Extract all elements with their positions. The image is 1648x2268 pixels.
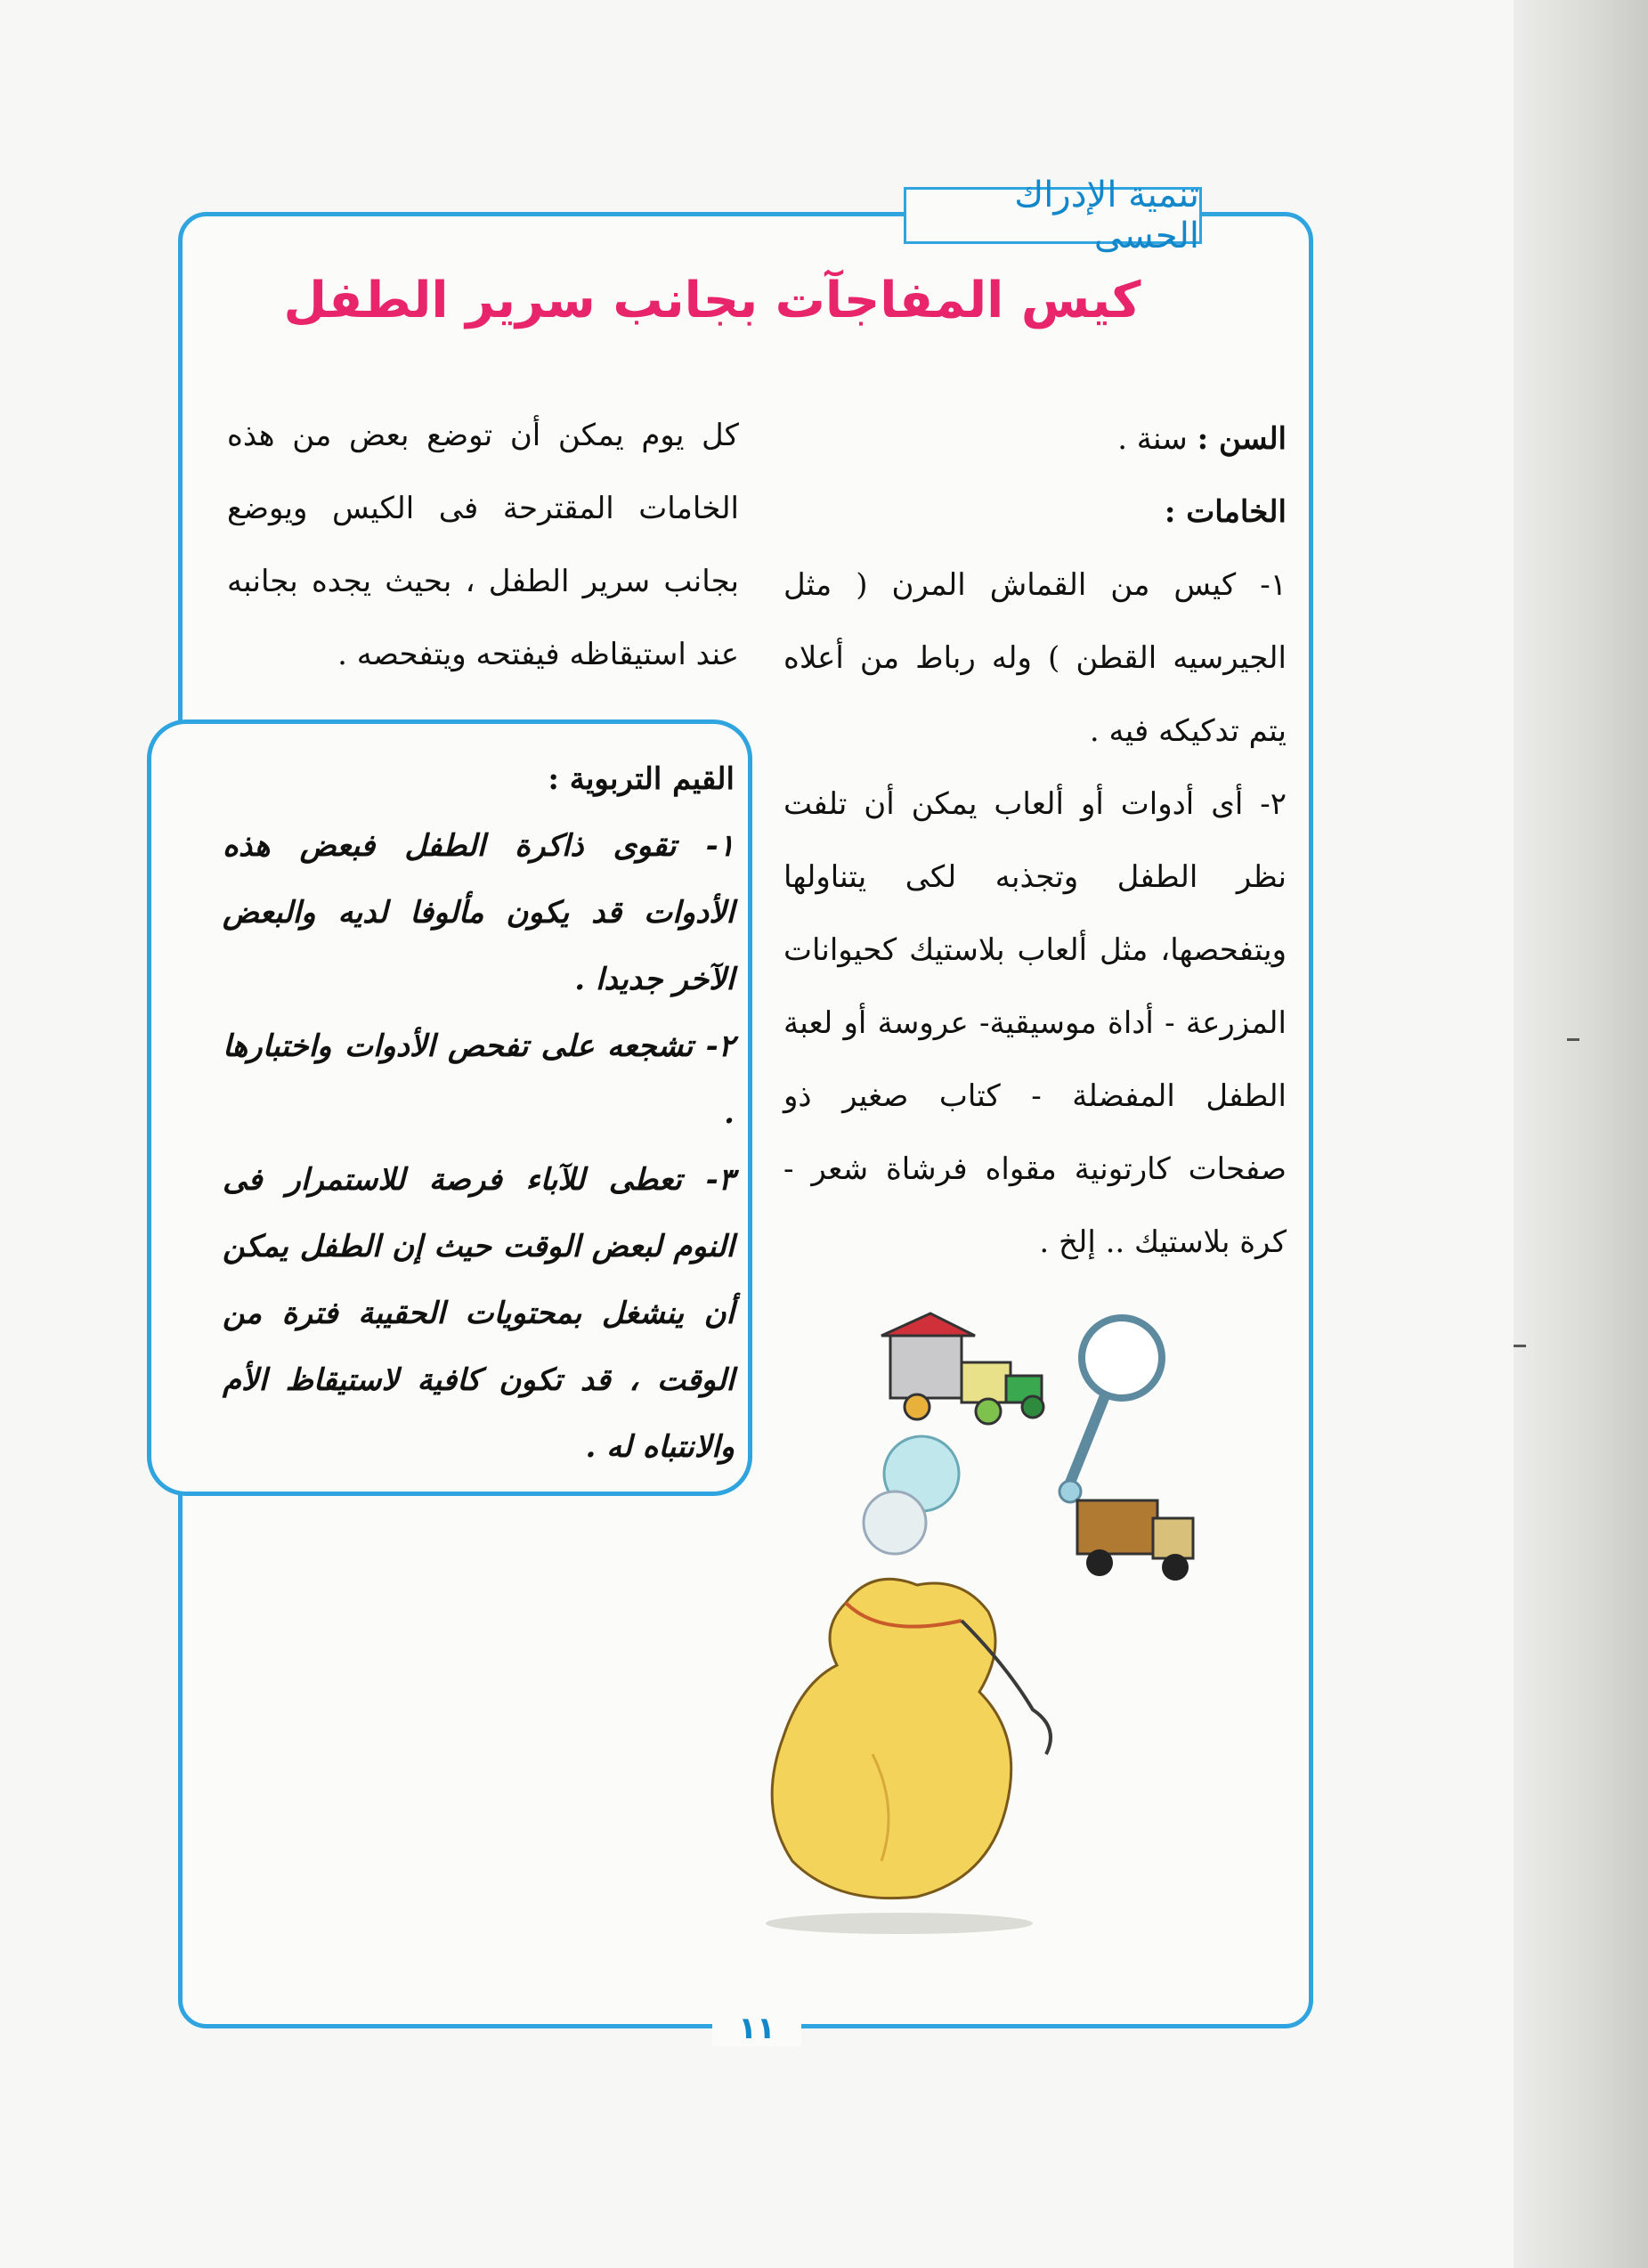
educational-value-3: ٣- تعطى للآباء فرصة للاستمرار فى النوم لبعض الوقت حيث إن الطفل يمكن أن ينشغل بمحتويات الحقيبة فترة من الوقت ، قد تكون كافية لاستيقاظ الأم والانتباه له . bbox=[223, 1162, 735, 1465]
age-line bbox=[783, 402, 1287, 476]
toy-truck-icon bbox=[1077, 1500, 1193, 1581]
materials-item-1: ١- كيس من القماش المرن ( مثل الجيرسيه القطن ) وله رباط من أعلاه يتم تدكيكه فيه . bbox=[783, 567, 1287, 749]
educational-values-content bbox=[223, 746, 735, 1481]
materials-column bbox=[783, 402, 1287, 1279]
surprise-bag-illustration bbox=[739, 1309, 1220, 1950]
educational-value-2: ٢- تشجعه على تفحص الأدوات واختبارها . bbox=[223, 1028, 735, 1131]
plastic-balls-icon bbox=[864, 1436, 959, 1554]
materials-label: الخامات : bbox=[1164, 494, 1287, 530]
page-gutter-shadow bbox=[1514, 0, 1648, 2268]
age-value: سنة . bbox=[1117, 421, 1188, 457]
section-label: تنمية الإدراك الحسى bbox=[904, 187, 1202, 244]
page-title: كيس المفاجآت بجانب سرير الطفل bbox=[283, 272, 1141, 329]
toy-train-icon bbox=[881, 1313, 1043, 1424]
bubble-wand-icon bbox=[1059, 1318, 1162, 1502]
cloth-bag-icon bbox=[766, 1579, 1051, 1934]
instructions-paragraph: كل يوم يمكن أن توضع بعض من هذه الخامات المقترحة فى الكيس ويوضع بجانب سرير الطفل ، بحيث يجده بجانبه عند استيقاظه فيفتحه ويتفحصه . bbox=[227, 418, 739, 672]
educational-value-1: ١- تقوى ذاكرة الطفل فبعض هذه الأدوات قد يكون مألوفا لديه والبعض الآخر جديدا . bbox=[223, 828, 735, 997]
page-number: ١١ bbox=[712, 2011, 801, 2046]
materials-item-2: ٢- أى أدوات أو ألعاب يمكن أن تلفت نظر الطفل وتجذبه لكى يتناولها ويتفحصها، مثل ألعاب بلاستيك كحيوانات المزرعة - أداة موسيقية- عروسة أو لعبة الطفل المفضلة - كتاب صغير ذو صفحات كارتونية مقواه فرشاة شعر - كرة بلاستيك .. إلخ . bbox=[783, 786, 1287, 1260]
educational-values-heading: القيم التربوية : bbox=[548, 761, 735, 797]
margin-mark bbox=[1567, 1038, 1579, 1041]
margin-mark bbox=[1514, 1345, 1526, 1347]
instructions-column bbox=[227, 399, 739, 691]
age-label: السن : bbox=[1197, 421, 1287, 457]
